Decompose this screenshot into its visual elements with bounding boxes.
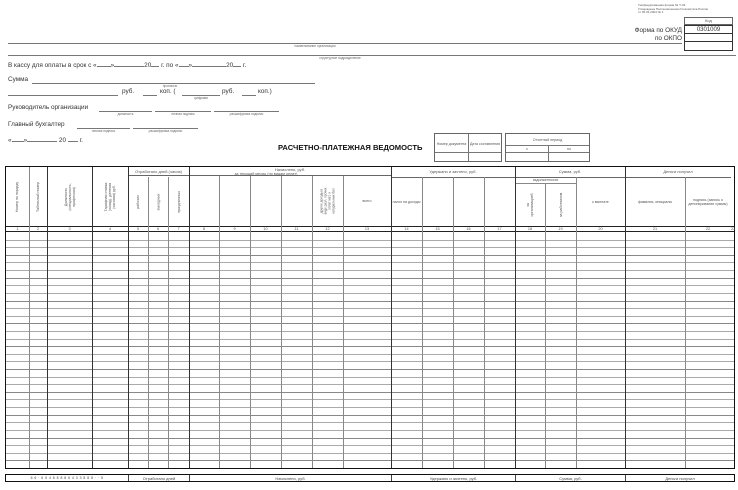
header-text: другие доходы в виде разл. прочих оплат мат. и натуральных бал — [319, 187, 336, 215]
footer-received: Деньги получил — [625, 475, 734, 481]
header-c13 — [312, 176, 343, 226]
sum-label: Сумма — [8, 76, 29, 83]
accountant-label: Главный бухгалтер — [8, 121, 65, 128]
date-year-field[interactable] — [68, 141, 78, 142]
period-from-field[interactable] — [506, 152, 548, 162]
column-number: 19 — [558, 226, 563, 231]
header-c20 — [545, 183, 576, 226]
group-current-month: за текущий месяц (по видам оплат) — [234, 172, 298, 176]
column-divider — [168, 177, 169, 468]
year-from-field[interactable] — [151, 66, 159, 67]
head-position-caption: должность — [117, 112, 134, 116]
sum-words-line-2[interactable] — [8, 95, 118, 96]
header-text: Должность (специальность, профессия) — [63, 182, 76, 211]
header-text: за работником — [558, 192, 563, 217]
year-suffix: г. — [242, 62, 247, 69]
column-number: 6 — [156, 226, 160, 231]
doc-date-label: Дата составления — [469, 141, 501, 146]
rub-label: руб. — [122, 88, 135, 95]
column-number: 20 — [598, 226, 603, 231]
group-accrued: Начислено, руб. — [274, 166, 306, 172]
column-number: 13 — [364, 226, 370, 231]
column-number: 16 — [466, 226, 471, 231]
period-to-label: по — [567, 146, 571, 151]
header-text: Номер по порядку — [15, 181, 20, 212]
kop-open-label: коп. ( — [160, 88, 176, 95]
column-divider — [250, 176, 251, 468]
column-divider — [148, 177, 149, 468]
header-c14: всего — [362, 199, 372, 203]
approval-note-line: Утверждена Постановлением Госкомстата России — [638, 6, 709, 11]
footer-withheld: Удержано и зачтено, руб. — [391, 475, 515, 481]
okud-value: 0301009 — [696, 26, 721, 33]
okpo-value — [685, 33, 732, 41]
column-divider — [343, 176, 344, 468]
column-number: 21 — [652, 226, 658, 231]
approval-note-line: от 05.01.2004 № 1 — [638, 10, 664, 14]
column-divider — [29, 167, 30, 468]
column-divider — [47, 167, 48, 468]
column-divider — [189, 167, 190, 468]
header-text: Табельный номер — [36, 181, 40, 212]
period-from-label: с — [526, 146, 528, 151]
footer-accrued: Начислено, руб. — [189, 475, 391, 481]
column-number: 1 — [16, 226, 19, 231]
group-sums: Сумма, руб. — [558, 169, 582, 174]
quote: » — [188, 62, 193, 69]
okpo-label: по ОКПО — [654, 35, 682, 42]
column-number: 15 — [435, 226, 440, 231]
kop-field[interactable] — [143, 95, 157, 96]
header-c22: фамилия, инициалы — [637, 199, 673, 204]
header-c7 — [168, 177, 189, 226]
group-worked: Отработано дней (часов) — [135, 169, 182, 174]
date-month-field[interactable] — [27, 141, 57, 142]
org-caption: наименование организации — [294, 44, 336, 48]
group-received: Деньги получил — [663, 169, 693, 174]
column-number: 17 — [497, 226, 502, 231]
column-number: 14 — [404, 226, 409, 231]
column-number: 7 — [177, 226, 180, 231]
header-c5 — [128, 177, 148, 226]
header-c3 — [47, 167, 92, 226]
column-number: 11 — [294, 226, 299, 231]
column-number: 8 — [202, 226, 206, 231]
quote: » — [23, 137, 28, 144]
accountant-signature-caption: личная подпись — [91, 129, 116, 133]
dept-caption: структурное подразделение — [319, 56, 361, 60]
accountant-decode-caption: расшифровка подписи — [148, 129, 183, 133]
column-divider — [515, 167, 516, 468]
quote: « — [8, 137, 12, 144]
group-debt: задолженности — [532, 178, 559, 182]
column-number: 2 — [36, 226, 40, 231]
column-number: 10 — [263, 226, 268, 231]
header-c4 — [92, 167, 128, 226]
column-number: 23 — [731, 226, 736, 231]
column-divider — [576, 177, 577, 468]
year-prefix: 20 — [226, 62, 234, 69]
column-divider — [219, 176, 220, 468]
year-to-field[interactable] — [233, 66, 241, 67]
month-from-field[interactable] — [114, 66, 144, 67]
header-text: выходных — [155, 193, 160, 210]
year-prefix: 20 — [58, 137, 67, 144]
month-to-field[interactable] — [192, 66, 226, 67]
code-header-cell — [684, 17, 733, 25]
okud-label: Форма по ОКУД — [634, 27, 682, 34]
footer-strip — [5, 474, 735, 482]
header-text: рабочих — [136, 194, 140, 209]
footer-worked: Отработано дней — [128, 475, 189, 481]
column-divider — [92, 167, 93, 468]
doc-number-date-box — [434, 133, 502, 162]
doc-number-label: Номер документа — [436, 141, 467, 146]
cash-prefix: В кассу для оплаты в срок с « — [8, 62, 97, 69]
approval-note — [638, 4, 736, 15]
head-signature-caption: личная подпись — [171, 112, 195, 116]
approval-note-line: Унифицированная форма № Т-49 — [638, 3, 686, 7]
column-number: 9 — [233, 226, 236, 231]
empty-code-cell[interactable] — [684, 42, 733, 51]
column-divider — [391, 167, 392, 468]
header-text: за организацией — [526, 193, 534, 216]
column-divider — [312, 176, 313, 468]
day-to-field[interactable] — [179, 66, 189, 67]
doc-number-field[interactable] — [435, 152, 468, 162]
to-text: г. по « — [161, 62, 179, 69]
column-divider — [484, 177, 485, 468]
column-number: 12 — [325, 226, 330, 231]
column-divider — [128, 167, 129, 468]
doc-date-field[interactable] — [468, 152, 502, 162]
footer-sums: Сумма, руб. — [515, 475, 625, 481]
group-withheld: Удержано и зачтено, руб. — [429, 169, 477, 174]
header-c23: подпись (запись о депонировании суммы) — [688, 197, 728, 206]
kop-close-label: коп.) — [258, 88, 272, 95]
column-divider — [545, 183, 546, 468]
header-c15: налог на доходы — [392, 199, 421, 204]
okpo-code-cell[interactable] — [684, 33, 733, 42]
payroll-table — [5, 166, 735, 469]
column-number: 5 — [136, 226, 140, 231]
column-divider — [453, 177, 454, 468]
header-c1 — [6, 167, 29, 226]
cash-line — [8, 62, 246, 69]
footer-left-text: 6 6 · 6 5 4 8 8 8 8 6 4 3 3 8 8 8 · · 5 — [30, 476, 104, 480]
column-number: 18 — [527, 226, 533, 231]
head-label: Руководитель организации — [8, 104, 89, 111]
column-number: 22 — [705, 226, 711, 231]
header-c2 — [29, 167, 47, 226]
period-to-field[interactable] — [548, 152, 590, 162]
column-divider — [625, 167, 626, 468]
header-c21: к выплате — [592, 199, 609, 204]
day-from-field[interactable] — [97, 66, 111, 67]
kop-digits-field[interactable] — [242, 95, 256, 96]
year-prefix: 20 — [144, 62, 152, 69]
page-title: РАСЧЕТНО-ПЛАТЕЖНАЯ ВЕДОМОСТЬ — [278, 143, 423, 152]
column-number: 4 — [108, 226, 112, 231]
column-divider — [281, 176, 282, 468]
year-suffix: г. — [79, 137, 83, 144]
code-header: Код — [705, 18, 712, 23]
sum-digits-caption: цифрами — [194, 96, 208, 100]
header-text: праздничных — [176, 190, 181, 213]
head-decode-caption: расшифровка подписи — [229, 112, 264, 116]
column-divider — [685, 177, 686, 468]
quote: » — [110, 62, 115, 69]
header-c19 — [515, 183, 545, 226]
column-divider — [422, 177, 423, 468]
date-line — [8, 137, 83, 144]
date-day-field[interactable] — [12, 141, 24, 142]
period-label: Отчетный период — [532, 137, 563, 142]
rub-label-2: руб. — [222, 88, 235, 95]
sum-words-caption: прописью — [162, 84, 178, 88]
header-text: Тарифная ставка (оклад), дневная (часовая) руб. — [104, 182, 116, 211]
column-number: 3 — [68, 226, 71, 231]
header-c6 — [148, 177, 168, 226]
period-box — [505, 133, 590, 162]
